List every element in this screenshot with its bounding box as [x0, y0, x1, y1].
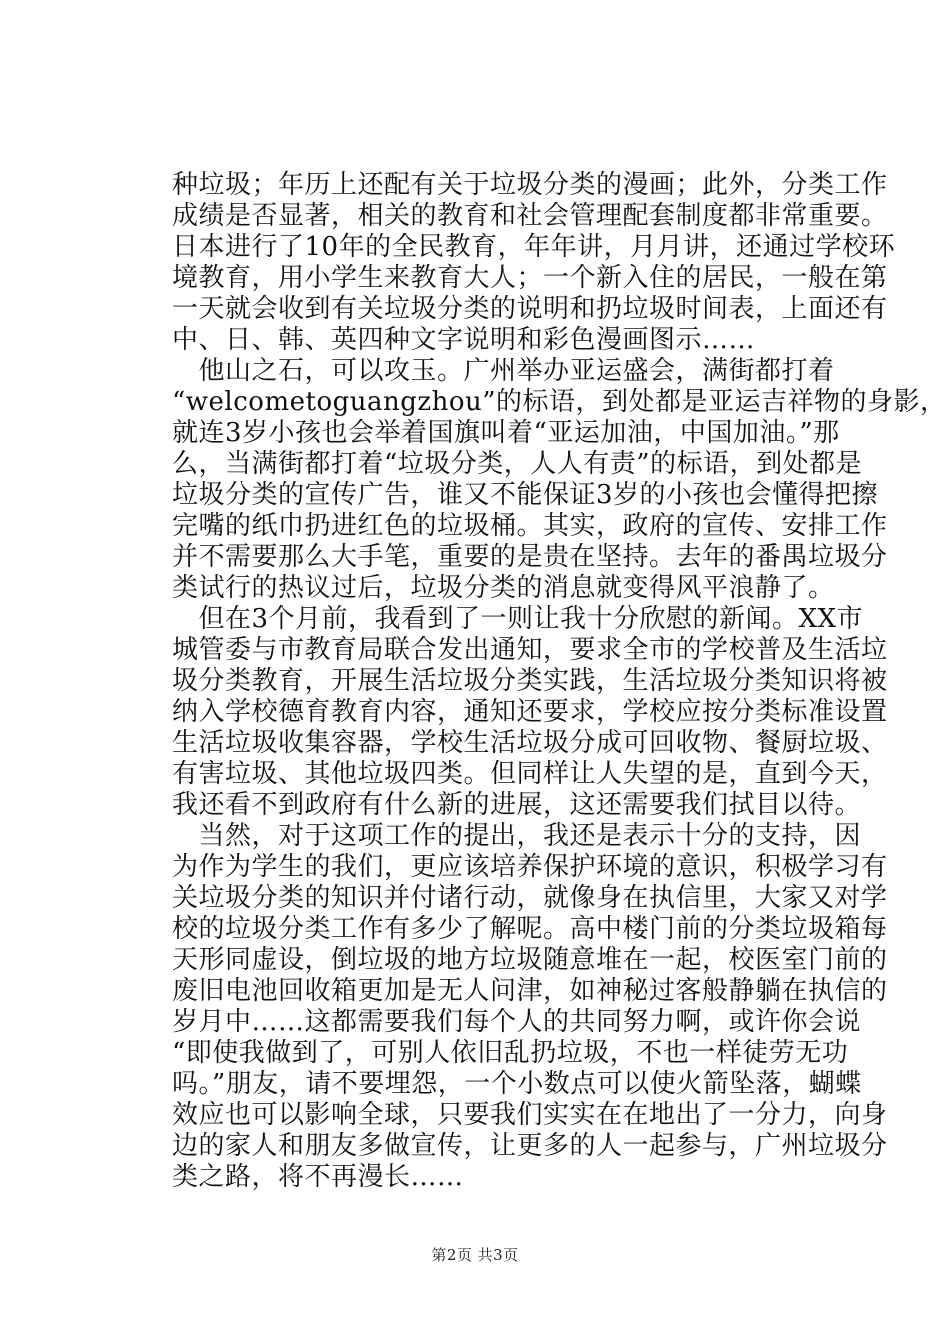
- text-line: 当然，对于这项工作的提出，我还是表示十分的支持，因: [172, 821, 862, 851]
- text-line: 生活垃圾收集容器，学校生活垃圾分成可回收物、餐厨垃圾、: [172, 728, 888, 758]
- text-line: 有害垃圾、其他垃圾四类。但同样让人失望的是，直到今天，: [172, 759, 888, 789]
- text-line: 边的家人和朋友多做宣传，让更多的人一起参与，广州垃圾分: [172, 1131, 888, 1161]
- text-line: 为作为学生的我们，更应该培养保护环境的意识，积极学习有: [172, 852, 888, 882]
- text-line: 就连3岁小孩也会举着国旗叫着“亚运加油，中国加油。”那: [172, 418, 840, 448]
- text-line: 圾分类教育，开展生活垃圾分类实践，生活垃圾分类知识将被: [172, 666, 888, 696]
- text-line: 关垃圾分类的知识并付诸行动，就像身在执信里，大家又对学: [172, 883, 888, 913]
- text-line: 废旧电池回收箱更加是无人问津，如神秘过客般静躺在执信的: [172, 976, 888, 1006]
- text-line: 城管委与市教育局联合发出通知，要求全市的学校普及生活垃: [172, 635, 888, 665]
- text-line: 垃圾分类的宣传广告，谁又不能保证3岁的小孩也会懂得把擦: [172, 480, 879, 510]
- text-line: 种垃圾；年历上还配有关于垃圾分类的漫画；此外，分类工作: [172, 170, 888, 200]
- text-line: 纳入学校德育教育内容，通知还要求，学校应按分类标准设置: [172, 697, 888, 727]
- text-line: “welcometoguangzhou”的标语，到处都是亚运吉祥物的身影，: [172, 387, 947, 417]
- text-line: 类试行的热议过后，垃圾分类的消息就变得风平浪静了。: [172, 573, 835, 603]
- text-line: 并不需要那么大手笔，重要的是贵在坚持。去年的番禺垃圾分: [172, 542, 888, 572]
- text-line: “即使我做到了，可别人依旧乱扔垃圾，不也一样徒劳无功: [172, 1038, 849, 1068]
- text-line: 但在3个月前，我看到了一则让我十分欣慰的新闻。XX市: [172, 604, 864, 634]
- text-line: 岁月中……这都需要我们每个人的共同努力啊，或许你会说: [172, 1007, 862, 1037]
- text-line: 他山之石，可以攻玉。广州举办亚运盛会，满街都打着: [172, 356, 835, 386]
- text-line: 完嘴的纸巾扔进红色的垃圾桶。其实，政府的宣传、安排工作: [172, 511, 888, 541]
- text-line: 校的垃圾分类工作有多少了解呢。高中楼门前的分类垃圾箱每: [172, 914, 888, 944]
- text-line: 效应也可以影响全球，只要我们实实在在地出了一分力，向身: [172, 1100, 888, 1130]
- text-line: 天形同虚设，倒垃圾的地方垃圾随意堆在一起，校医室门前的: [172, 945, 888, 975]
- text-line: 成绩是否显著，相关的教育和社会管理配套制度都非常重要。: [172, 201, 888, 231]
- text-line: 么，当满街都打着“垃圾分类，人人有责”的标语，到处都是: [172, 449, 863, 479]
- text-line: 我还看不到政府有什么新的进展，这还需要我们拭目以待。: [172, 790, 862, 820]
- page-number-footer: 第2页 共3页: [431, 1246, 519, 1264]
- text-line: 类之路，将不再漫长……: [172, 1162, 464, 1192]
- text-line: 吗。”朋友，请不要埋怨，一个小数点可以使火箭坠落，蝴蝶: [172, 1069, 862, 1099]
- text-line: 境教育，用小学生来教育大人；一个新入住的居民，一般在第: [172, 263, 888, 293]
- text-line: 日本进行了10年的全民教育，年年讲，月月讲，还通过学校环: [172, 232, 896, 262]
- text-line: 一天就会收到有关垃圾分类的说明和扔垃圾时间表，上面还有: [172, 294, 888, 324]
- text-line: 中、日、韩、英四种文字说明和彩色漫画图示……: [172, 325, 756, 355]
